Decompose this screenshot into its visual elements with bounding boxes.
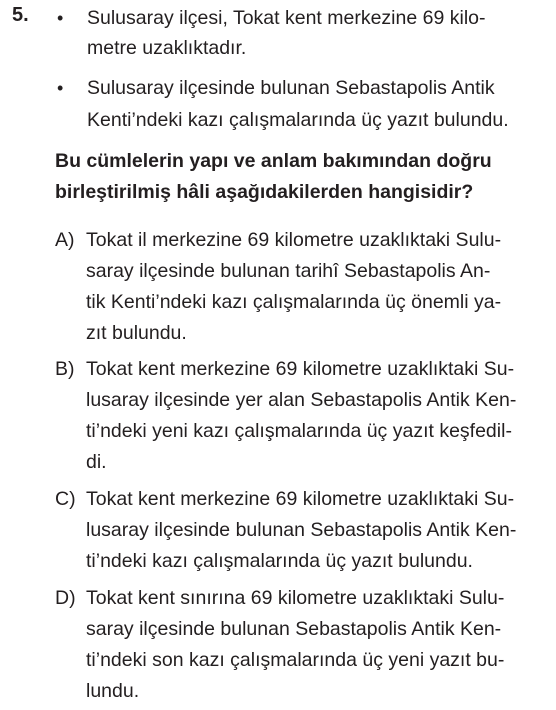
option-a-line-1: Tokat il merkezine 69 kilometre uzaklıktaki Sulu- [86,229,502,251]
option-b-letter[interactable]: B) [55,358,75,380]
bullet-dot: • [57,78,64,98]
option-c-line-1: Tokat kent merkezine 69 kilometre uzaklıktaki Su- [86,488,515,510]
question-number: 5. [12,4,29,26]
option-d-line-3: ti’ndeki son kazı çalışmalarında üç yeni yazıt bu- [86,649,505,671]
option-c-letter[interactable]: C) [55,488,76,510]
option-b-line-2: lusaray ilçesinde yer alan Sebastapolis Antik Ken- [86,389,517,411]
option-b-line-4: di. [86,451,107,473]
option-c-line-2: lusaray ilçesinde bulunan Sebastapolis Antik Ken- [86,519,517,541]
option-c-line-3: ti’ndeki kazı çalışmalarında üç yazıt bulundu. [86,550,473,572]
option-d-line-2: saray ilçesinde bulunan Sebastapolis Antik Ken- [86,618,502,640]
option-d-letter[interactable]: D) [55,587,76,609]
option-a-line-2: saray ilçesinde bulunan tarihî Sebastapolis An- [86,260,491,282]
option-a-line-3: tik Kenti’ndeki kazı çalışmalarında üç önemli ya- [86,291,502,313]
statement-1-line-2: metre uzaklıktadır. [87,37,247,59]
option-d-line-4: lundu. [86,680,140,702]
statement-1-line-1: Sulusaray ilçesi, Tokat kent merkezine 69 kilo- [87,7,486,29]
option-a-letter[interactable]: A) [55,229,75,251]
bullet-dot: • [57,8,64,28]
option-b-line-1: Tokat kent merkezine 69 kilometre uzaklıktaki Su- [86,358,515,380]
option-a-line-4: zıt bulundu. [86,322,187,344]
question-prompt-line-2: birleştirilmiş hâli aşağıdakilerden hangisidir? [55,181,474,203]
question-prompt-line-1: Bu cümlelerin yapı ve anlam bakımından doğru [55,150,492,172]
statement-2-line-2: Kenti’ndeki kazı çalışmalarında üç yazıt bulundu. [87,109,509,131]
option-b-line-3: ti’ndeki yeni kazı çalışmalarında üç yazıt keşfedil- [86,420,512,442]
statement-2-line-1: Sulusaray ilçesinde bulunan Sebastapolis Antik [87,77,495,99]
option-d-line-1: Tokat kent sınırına 69 kilometre uzaklıktaki Sulu- [86,587,505,609]
